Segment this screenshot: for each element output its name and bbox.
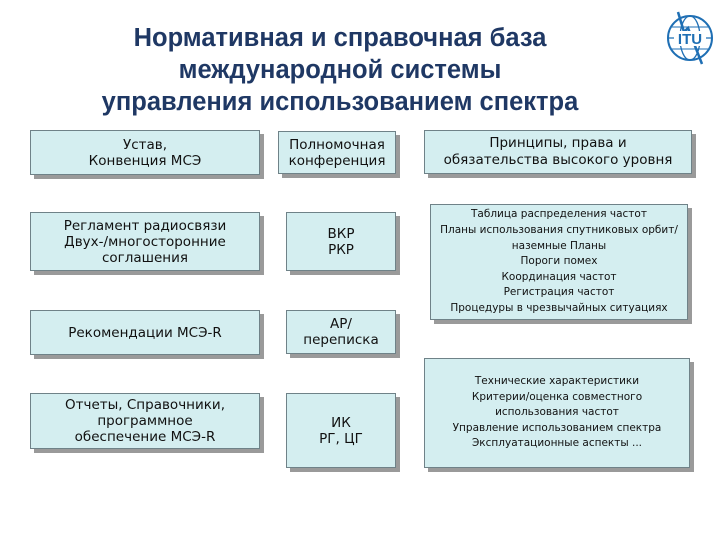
box-reports-handbooks xyxy=(30,393,260,449)
box-text-line: Регламент радиосвязи xyxy=(63,217,227,234)
box-text-line: конференция xyxy=(288,152,386,169)
box-sg-wp xyxy=(286,393,396,468)
box-text-line: Технические характеристики xyxy=(474,375,640,388)
box-radio-regulations xyxy=(30,212,260,271)
box-text-line: Рекомендации МСЭ-R xyxy=(68,324,222,341)
box-text-line: Эксплуатационные аспекты ... xyxy=(471,437,643,450)
box-text-line: соглашения xyxy=(101,249,189,266)
box-text-line: Пороги помех xyxy=(520,255,598,268)
box-text-line: обязательства высокого уровня xyxy=(443,152,673,168)
box-text-line: Процедуры в чрезвычайных ситуациях xyxy=(450,301,668,314)
box-text-line: РКР xyxy=(328,241,354,258)
title-line-3: управления использованием спектра xyxy=(101,88,579,116)
logo-text: ITU xyxy=(677,31,703,48)
box-text-line: наземные Планы xyxy=(511,239,607,252)
box-text-line: АР/ xyxy=(330,316,352,332)
page-title xyxy=(70,22,610,118)
box-text-line: Координация частот xyxy=(501,270,617,283)
box-text-line: Регистрация частот xyxy=(503,286,615,299)
box-text-line: РГ, ЦГ xyxy=(319,430,363,447)
box-text-line: переписка xyxy=(303,332,379,348)
box-text-line: программное xyxy=(97,413,193,429)
box-text-line: Управление использованием спектра xyxy=(452,421,662,434)
box-text-line: Критерии/оценка совместного xyxy=(471,390,643,403)
box-text-line: Двух-/многосторонние xyxy=(64,233,226,250)
box-text-line: обеспечение МСЭ-R xyxy=(74,429,216,445)
box-text-line: Полномочная xyxy=(289,136,385,153)
box-principles-rights xyxy=(424,130,692,174)
box-text-line: Планы использования спутниковых орбит/ xyxy=(440,224,678,237)
box-text-line: Таблица распределения частот xyxy=(471,208,647,221)
title-line-2: международной системы xyxy=(178,56,502,84)
box-ra-correspondence xyxy=(286,310,396,354)
box-text-line: ИК xyxy=(331,414,351,431)
box-itu-r-recommendations xyxy=(30,310,260,355)
box-wrc-rrc xyxy=(286,212,396,271)
box-frequency-allocation xyxy=(430,204,688,320)
box-text-line: ВКР xyxy=(327,225,355,242)
box-text-line: использования частот xyxy=(495,406,619,419)
box-text-line: Отчеты, Справочники, xyxy=(65,397,225,413)
box-charter-convention xyxy=(30,130,260,175)
box-technical-characteristics xyxy=(424,358,690,468)
title-line-1: Нормативная и справочная база xyxy=(133,24,547,52)
box-text-line: Конвенция МСЭ xyxy=(88,152,202,169)
itu-logo xyxy=(664,10,716,66)
box-text-line: Устав, xyxy=(122,136,168,153)
box-text-line: Принципы, права и xyxy=(489,135,627,151)
box-plenipotentiary xyxy=(278,131,396,174)
